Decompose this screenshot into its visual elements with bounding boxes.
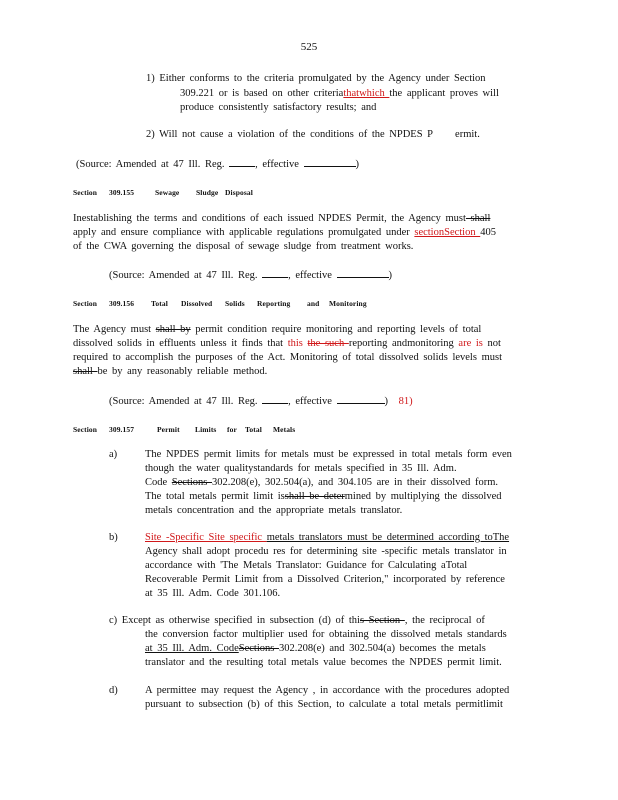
section-title-word: for xyxy=(227,425,237,434)
p155-insert-text: sectionSection xyxy=(414,227,481,238)
p156-line-1 xyxy=(73,323,481,338)
p155-line-2-text: apply and ensure compliance with applicable regulations promulgated under xyxy=(73,227,415,238)
section-title-word: and xyxy=(307,299,320,308)
source-3-blank-reg xyxy=(262,393,288,404)
item-2-tail: ermit. xyxy=(455,129,480,140)
section-309-156-heading xyxy=(73,297,367,312)
source-2-blank-date xyxy=(337,267,389,278)
p156-line-2-end: not xyxy=(487,338,501,349)
subsection-d-label: d) xyxy=(109,685,118,696)
section-title-word: Total xyxy=(245,425,262,434)
source-3-red-note: 81) xyxy=(398,396,413,407)
subsection-b-line-1 xyxy=(145,531,509,546)
subsection-a-label: a) xyxy=(109,449,118,460)
subsection-d-line-2: pursuant to subsection (b) of this Section, to calculate a total metals permitlimit xyxy=(145,699,503,710)
subsection-c-line-1 xyxy=(109,614,485,629)
subsection-c-line-4: translator and the resulting total metals value becomes the NPDES permit limit. xyxy=(145,657,502,668)
subsection-b-label: b) xyxy=(109,532,118,543)
p156-line-4-text: be by any reasonably reliable method. xyxy=(97,366,268,377)
p156-line-2-mid: reporting andmonitoring xyxy=(348,338,459,349)
source-2-blank-reg xyxy=(262,267,288,278)
item-1-line-3: produce consistently satisfactory results; and xyxy=(180,102,377,113)
p156-insert-1: this xyxy=(283,338,308,349)
subsection-b-line-3: accordance with 'The Metals Translator: Guidance for Calculating aTotal xyxy=(145,560,468,571)
section-title-word: Sludge xyxy=(196,188,219,197)
source-1-blank-date xyxy=(304,156,356,167)
p155-line-1 xyxy=(73,212,490,227)
section-number: 309.157 xyxy=(109,425,135,434)
item-1-line-2-rest: the applicant proves will xyxy=(389,88,499,99)
a-line-3-rest: 302.208(e), 302.504(a), and 304.105 are in their dissolved form. xyxy=(212,477,499,488)
subsection-a-line-5: metals concentration and the appropriate metals translator. xyxy=(145,505,403,516)
a-strike-1: Sections xyxy=(171,477,213,488)
c-line-1-rest: , the reciprocal of xyxy=(404,615,485,626)
section-309-155-heading xyxy=(73,186,253,201)
a-line-4-start: The total metals permit limit is xyxy=(145,491,285,502)
section-title-word: Total xyxy=(151,299,168,308)
p156-line-2 xyxy=(73,337,501,352)
subsection-c-line-3 xyxy=(145,642,486,657)
a-line-3-start: Code xyxy=(145,477,172,488)
p156-line-4 xyxy=(73,365,267,380)
section-title-word: Solids xyxy=(225,299,245,308)
section-label: Section xyxy=(73,188,98,197)
subsection-a-line-3 xyxy=(145,476,498,491)
subsection-a-line-4 xyxy=(145,490,502,505)
p156-line-2-text: dissolved solids in effluents unless it finds that xyxy=(73,338,284,349)
a-line-4-rest: mined by multiplying the dissolved xyxy=(344,491,502,502)
source-1-text: (Source: Amended at 47 Ill. Reg. xyxy=(76,159,225,170)
item-2-line-1 xyxy=(146,128,480,143)
section-number: 309.155 xyxy=(109,188,135,197)
c-line-3-rest: 302.208(e) and 302.504(a) becomes the metals xyxy=(278,643,486,654)
section-title-word: Disposal xyxy=(225,188,253,197)
page-number: 525 xyxy=(300,41,318,53)
c-underlined-ref: at 35 Ill. Adm. Code xyxy=(145,643,239,654)
source-3-close: ) xyxy=(384,396,389,407)
subsection-c-line-2: the conversion factor multiplier used for obtaining the dissolved metals standards xyxy=(145,629,507,640)
p156-insert-2-text: are is xyxy=(458,338,488,349)
c-strike-2: Sections xyxy=(238,643,279,654)
p155-line-3: of the CWA governing the disposal of sewage sludge from treatment works. xyxy=(73,241,414,252)
p155-insert xyxy=(414,227,480,238)
p156-line-1-start: The Agency must xyxy=(73,324,156,335)
source-2-text: (Source: Amended at 47 Ill. Reg. xyxy=(109,270,258,281)
p155-line-1-text: Inestablishing the terms and conditions of each issued NPDES Permit, the Agency must xyxy=(73,213,466,224)
source-note-2 xyxy=(109,267,392,284)
p156-strike-3: shall xyxy=(73,366,98,377)
p156-strike-1: shall by xyxy=(155,324,191,335)
section-label: Section xyxy=(73,299,98,308)
subsection-b-line-2: Agency shall adopt procedu res for determining site -specific metals translator in xyxy=(145,546,507,557)
b-line-1-text: metals translators must be determined according toThe xyxy=(266,532,510,543)
section-title-word: Sewage xyxy=(155,188,180,197)
p156-strike-2: the such xyxy=(307,338,349,349)
item-2-text: 2) Will not cause a violation of the conditions of the NPDES P xyxy=(146,129,434,140)
source-2-close: ) xyxy=(388,270,393,281)
item-1-insert: thatwhich xyxy=(343,88,390,99)
subsection-b-line-4: Recoverable Permit Limit from a Dissolved Criterion," incorporated by reference xyxy=(145,574,505,585)
b-insert-text: Site -Specific Site specific xyxy=(145,532,267,543)
p155-strike: shall xyxy=(465,213,491,224)
subsection-a-line-2: though the water qualitystandards for metals specified in 35 Ill. Adm. xyxy=(145,463,457,474)
source-1-effective: , effective xyxy=(255,159,299,170)
item-1-line-1: 1) Either conforms to the criteria promulgated by the Agency under Section xyxy=(146,73,486,84)
p156-insert-2 xyxy=(458,338,487,349)
source-note-3 xyxy=(109,393,413,410)
subsection-a-line-1: The NPDES permit limits for metals must be expressed in total metals form even xyxy=(145,449,512,460)
item-1-line-2-text: 309.221 or is based on other criteria xyxy=(180,88,344,99)
c-strike-1: s Section xyxy=(359,615,405,626)
source-3-text: (Source: Amended at 47 Ill. Reg. xyxy=(109,396,258,407)
p155-line-2 xyxy=(73,226,496,241)
subsection-b-line-5: at 35 Ill. Adm. Code 301.106. xyxy=(145,588,281,599)
section-title-word: Dissolved xyxy=(181,299,213,308)
source-note-1 xyxy=(76,156,359,173)
subsection-d-line-1: A permittee may request the Agency , in accordance with the procedures adopted xyxy=(145,685,510,696)
section-title-word: Metals xyxy=(273,425,296,434)
a-strike-2: shall be deter xyxy=(284,491,345,502)
p156-line-1-rest: permit condition require monitoring and reporting levels of total xyxy=(190,324,482,335)
source-1-close: ) xyxy=(355,159,360,170)
section-label: Section xyxy=(73,425,98,434)
source-3-blank-date xyxy=(337,393,385,404)
section-title-word: Permit xyxy=(157,425,180,434)
item-1-line-2 xyxy=(180,87,499,102)
p156-line-3: required to accomplish the purposes of the Act. Monitoring of total dissolved solids levels must xyxy=(73,352,502,363)
source-2-effective: , effective xyxy=(288,270,332,281)
source-3-effective: , effective xyxy=(288,396,332,407)
p155-line-2-end: 405 xyxy=(480,227,496,238)
section-title-word: Monitoring xyxy=(329,299,367,308)
section-title-word: Reporting xyxy=(257,299,291,308)
section-title-word: Limits xyxy=(195,425,217,434)
b-insert xyxy=(145,532,267,543)
section-309-157-heading xyxy=(73,423,295,438)
c-line-1-start: c) Except as otherwise specified in subsection (d) of thi xyxy=(109,615,360,626)
section-number: 309.156 xyxy=(109,299,135,308)
source-1-blank-reg xyxy=(229,156,255,167)
